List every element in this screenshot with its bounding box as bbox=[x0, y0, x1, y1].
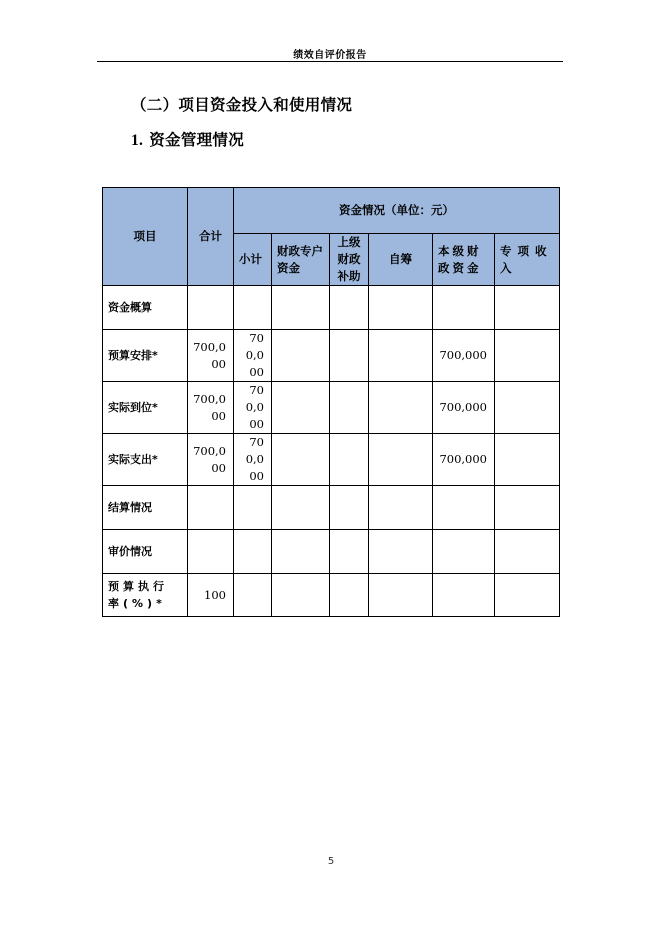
cell-self-raised bbox=[369, 382, 433, 434]
cell-local-finance: 700,000 bbox=[433, 434, 495, 486]
cell-special-income bbox=[495, 286, 560, 330]
cell-special-account bbox=[272, 574, 330, 617]
table-row bbox=[103, 530, 560, 574]
page-number: 5 bbox=[327, 856, 335, 867]
cell-self-raised bbox=[369, 530, 433, 574]
header-item: 项目 bbox=[103, 188, 188, 286]
table-row bbox=[103, 286, 560, 330]
cell-superior-subsidy bbox=[330, 574, 369, 617]
cell-local-finance: 700,000 bbox=[433, 330, 495, 382]
cell-subtotal bbox=[234, 574, 272, 617]
cell-self-raised bbox=[369, 574, 433, 617]
cell-subtotal bbox=[234, 486, 272, 530]
running-header: 绩效自评价报告 bbox=[293, 50, 367, 61]
subsection-text: 资金管理情况 bbox=[149, 131, 245, 149]
header-special-account: 财政专户资金 bbox=[272, 234, 330, 286]
cell-special-income bbox=[495, 486, 560, 530]
subsection-number: 1. bbox=[131, 132, 144, 149]
header-subtotal: 小计 bbox=[234, 234, 272, 286]
cell-subtotal: 700,000 bbox=[234, 330, 272, 382]
cell-subtotal bbox=[234, 286, 272, 330]
cell-special-account bbox=[272, 330, 330, 382]
cell-self-raised bbox=[369, 486, 433, 530]
cell-subtotal: 700,000 bbox=[234, 382, 272, 434]
cell-special-income bbox=[495, 330, 560, 382]
header-self-raised: 自筹 bbox=[369, 234, 433, 286]
cell-superior-subsidy bbox=[330, 382, 369, 434]
cell-special-account bbox=[272, 434, 330, 486]
cell-local-finance: 700,000 bbox=[433, 382, 495, 434]
row-label: 预算安排* bbox=[103, 330, 188, 382]
row-label: 实际到位* bbox=[103, 382, 188, 434]
header-total: 合计 bbox=[188, 188, 234, 286]
section-title: （二）项目资金投入和使用情况 bbox=[131, 96, 353, 114]
subsection-title bbox=[131, 128, 244, 150]
cell-local-finance bbox=[433, 286, 495, 330]
cell-subtotal bbox=[234, 530, 272, 574]
header-local-finance: 本级财政资金 bbox=[433, 234, 495, 286]
table-row bbox=[103, 574, 560, 617]
fund-management-table bbox=[102, 187, 560, 617]
table-row bbox=[103, 486, 560, 530]
header-rule bbox=[97, 61, 563, 62]
cell-total bbox=[188, 486, 234, 530]
cell-special-income bbox=[495, 434, 560, 486]
cell-total: 700,000 bbox=[188, 382, 234, 434]
cell-special-income bbox=[495, 382, 560, 434]
cell-special-account bbox=[272, 530, 330, 574]
cell-self-raised bbox=[369, 286, 433, 330]
cell-total bbox=[188, 530, 234, 574]
header-superior-subsidy: 上级财政补助 bbox=[330, 234, 369, 286]
cell-total: 100 bbox=[188, 574, 234, 617]
cell-local-finance bbox=[433, 486, 495, 530]
row-label: 预算执行率(%)* bbox=[103, 574, 188, 617]
table-row bbox=[103, 382, 560, 434]
header-special-income: 专项收入 bbox=[495, 234, 560, 286]
cell-total: 700,000 bbox=[188, 330, 234, 382]
cell-local-finance bbox=[433, 530, 495, 574]
row-label: 结算情况 bbox=[103, 486, 188, 530]
header-fund-group: 资金情况（单位：元） bbox=[234, 188, 560, 234]
cell-special-account bbox=[272, 286, 330, 330]
cell-total: 700,000 bbox=[188, 434, 234, 486]
row-label: 资金概算 bbox=[103, 286, 188, 330]
cell-superior-subsidy bbox=[330, 486, 369, 530]
row-label: 实际支出* bbox=[103, 434, 188, 486]
row-label: 审价情况 bbox=[103, 530, 188, 574]
cell-special-income bbox=[495, 530, 560, 574]
cell-special-account bbox=[272, 486, 330, 530]
cell-subtotal: 700,000 bbox=[234, 434, 272, 486]
cell-superior-subsidy bbox=[330, 330, 369, 382]
cell-superior-subsidy bbox=[330, 530, 369, 574]
cell-local-finance bbox=[433, 574, 495, 617]
cell-superior-subsidy bbox=[330, 286, 369, 330]
cell-special-account bbox=[272, 382, 330, 434]
cell-superior-subsidy bbox=[330, 434, 369, 486]
cell-self-raised bbox=[369, 434, 433, 486]
table-row bbox=[103, 434, 560, 486]
cell-total bbox=[188, 286, 234, 330]
table-row bbox=[103, 330, 560, 382]
cell-special-income bbox=[495, 574, 560, 617]
cell-self-raised bbox=[369, 330, 433, 382]
